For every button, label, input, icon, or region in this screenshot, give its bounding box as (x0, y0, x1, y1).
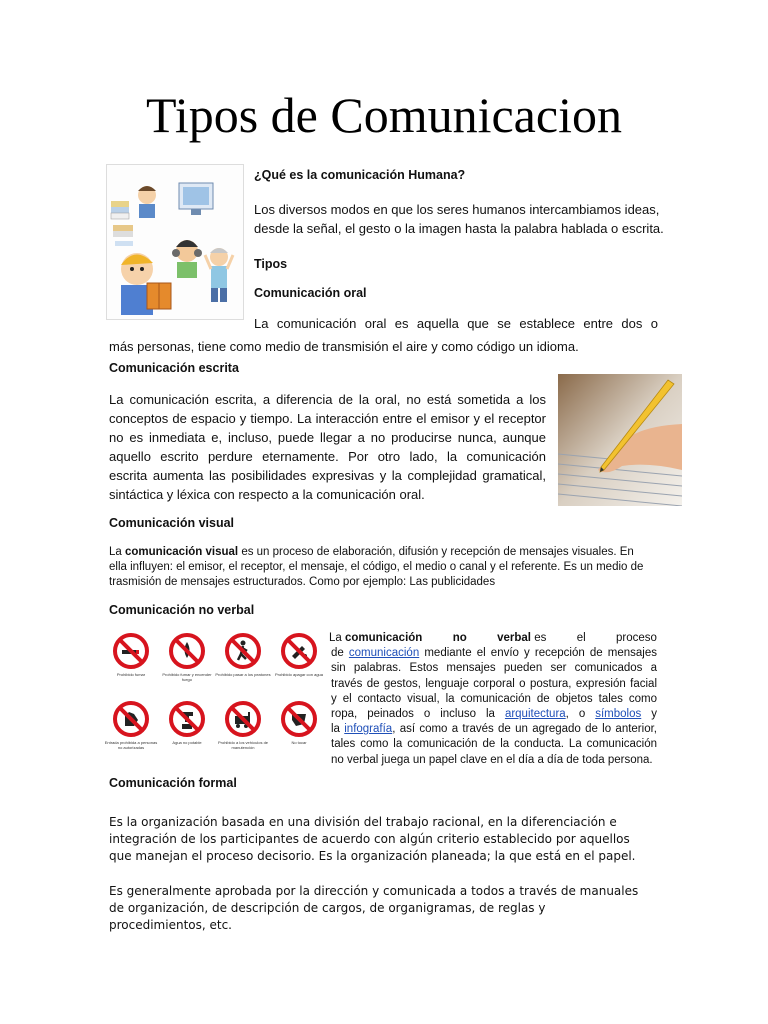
noverbal-pre: La (329, 632, 345, 644)
noverbal-word-es: es (534, 632, 547, 644)
visual-pre: La (109, 546, 125, 558)
oral-line-1-text: La comunicación oral es aquella que se establece entre dos o (254, 316, 658, 331)
children-illustration-drawing (107, 165, 243, 319)
sign-item (218, 700, 268, 752)
sign-caption: Prohibido apagar con agua (274, 672, 324, 677)
tipos-heading: Tipos (254, 257, 288, 271)
formal-line: procedimientos, etc. (109, 918, 232, 932)
noverbal-paragraph (329, 631, 657, 768)
formal-line: integración de los participantes de acuerdo con algún criterio establecido por aquellos (109, 832, 630, 846)
no-vehicles-icon (224, 700, 262, 738)
writing-hand-drawing (558, 374, 682, 506)
arquitectura-link[interactable]: arquitectura (504, 708, 566, 721)
noverbal-line-6 (329, 707, 657, 722)
simbolos-link[interactable]: símbolos (595, 708, 642, 721)
sign-item (274, 700, 324, 752)
no-open-flame-icon (168, 632, 206, 670)
no-touch-icon (280, 700, 318, 738)
formal-line: que manejan el proceso decisorio. Es la organización planeada; la que está en el papel. (109, 849, 636, 863)
sign-item (162, 632, 212, 684)
noverbal-word-proceso: proceso (616, 632, 657, 644)
escrita-line: no es inmediata e, incluso, puede llegar a no producirse nunca, aunque (109, 430, 546, 445)
formal-paragraph-2 (109, 883, 638, 934)
oral-line-2: más personas, tiene como medio de transmisión el aire y como código un idioma. (109, 339, 579, 354)
sign-caption: Prohibido a los vehículos de manutención (217, 740, 269, 750)
escrita-line: conceptos de espacio y tiempo. La interacción entre el emisor y el receptor (109, 411, 546, 426)
noverbal-l7-pre: la (331, 723, 345, 736)
noverbal-l6-mid: , o (565, 708, 596, 721)
formal-line: Es la organización basada en una división del trabajo racional, en la diferenciación e (109, 815, 617, 829)
noverbal-l2-pre: de (331, 647, 349, 660)
formal-line: de organización, de descripción de cargos, de organigramas, de reglas y (109, 901, 546, 915)
noverbal-heading: Comunicación no verbal (109, 603, 255, 617)
comunicacion-link[interactable]: comunicación (348, 647, 420, 660)
sign-item (106, 632, 156, 684)
noverbal-bold-2: no (452, 632, 467, 644)
visual-bold-term: comunicación visual (125, 546, 239, 558)
escrita-line: sintáctica y léxica con respecto a la comunicación oral. (109, 487, 425, 502)
visual-line-3: trasmisión de mensajes estructurados. Como por ejemplo: Las publicidades (109, 576, 496, 588)
noverbal-line-8: tales como la comunicación de la conducta. La comunicación (331, 738, 657, 751)
no-smoking-icon (112, 632, 150, 670)
non-potable-water-icon (168, 700, 206, 738)
noverbal-line-7 (329, 722, 657, 737)
noverbal-line-1-b (497, 631, 546, 646)
escrita-line: La comunicación escrita, a diferencia de la oral, no está sometida a los (109, 392, 546, 407)
sign-caption: No tocar (291, 740, 307, 745)
question-heading: ¿Qué es la comunicación Humana? (254, 168, 466, 182)
visual-heading: Comunicación visual (109, 516, 235, 530)
visual-line-2: ella influyen: el emisor, el receptor, el mensaje, el código, el medio o canal y el referente. Es un medio de (109, 561, 644, 573)
escrita-heading: Comunicación escrita (109, 361, 239, 375)
no-pedestrians-icon (224, 632, 262, 670)
noverbal-line-3: sin palabras. Estos mensajes pueden ser comunicados a (331, 662, 657, 675)
oral-line-1 (254, 314, 658, 333)
sign-caption: Prohibido fumar (116, 672, 146, 677)
noverbal-l2-post: mediante el envío y recepción de mensajes (419, 647, 657, 660)
oral-heading: Comunicación oral (254, 286, 367, 300)
visual-line-1 (109, 545, 659, 560)
sign-caption: Prohibido pasar a los peatones (215, 672, 271, 677)
sign-caption: Entrada prohibida a personas no autorizadas (104, 740, 158, 750)
question-answer-line-2: desde la señal, el gesto o la imagen hasta la palabra hablada o escrita. (254, 221, 664, 236)
prohibition-signs-grid (106, 632, 324, 764)
escrita-paragraph (109, 390, 546, 504)
sign-item (106, 700, 156, 752)
noverbal-l7-post: , así como a través de un agregado de lo anterior, (392, 723, 657, 736)
formal-line: Es generalmente aprobada por la dirección y comunicada a todos a través de manuales (109, 884, 639, 898)
noverbal-bold-1: comunicación (345, 632, 423, 644)
noverbal-l6-post: y (641, 708, 657, 721)
children-communication-illustration (106, 164, 244, 320)
sign-item (274, 632, 324, 684)
noverbal-line-1-a (329, 631, 422, 646)
noverbal-line-9: no verbal juega un papel clave en el día a día de toda persona. (331, 753, 653, 766)
question-answer-line-1: Los diversos modos en que los seres humanos intercambiamos ideas, (254, 202, 660, 217)
writing-hand-photo (558, 374, 682, 506)
formal-paragraph-1 (109, 814, 636, 865)
escrita-line: escrita aumenta las posibilidades expresivas y la complejidad gramatical, (109, 468, 546, 483)
sign-item (215, 632, 271, 684)
noverbal-line-1 (329, 631, 657, 646)
sign-caption: Agua no potable (172, 740, 202, 745)
no-water-extinguish-icon (280, 632, 318, 670)
infografia-link[interactable]: infografía (344, 723, 393, 736)
sign-item (162, 700, 212, 752)
noverbal-bold-3: verbal (497, 632, 531, 644)
noverbal-l6-pre: ropa, peinados o incluso la (331, 708, 505, 721)
escrita-line: aquello escrito perdure eternamente. Por otro lado, la comunicación (109, 449, 546, 464)
sign-caption: Prohibido fumar y encender fuego (162, 672, 212, 682)
page-title: Tipos de Comunicacion (146, 87, 622, 143)
formal-heading: Comunicación formal (109, 776, 237, 790)
noverbal-line-4: través de gestos, lenguaje corporal o postura, expresión facial (331, 677, 657, 690)
no-entry-icon (112, 700, 150, 738)
noverbal-line-2 (329, 646, 657, 661)
noverbal-line-5: y el contacto visual, la comunicación de objetos tales como (331, 692, 657, 705)
visual-post: es un proceso de elaboración, difusión y recepción de mensajes visuales. En (238, 546, 634, 558)
noverbal-word-el: el (576, 632, 586, 644)
